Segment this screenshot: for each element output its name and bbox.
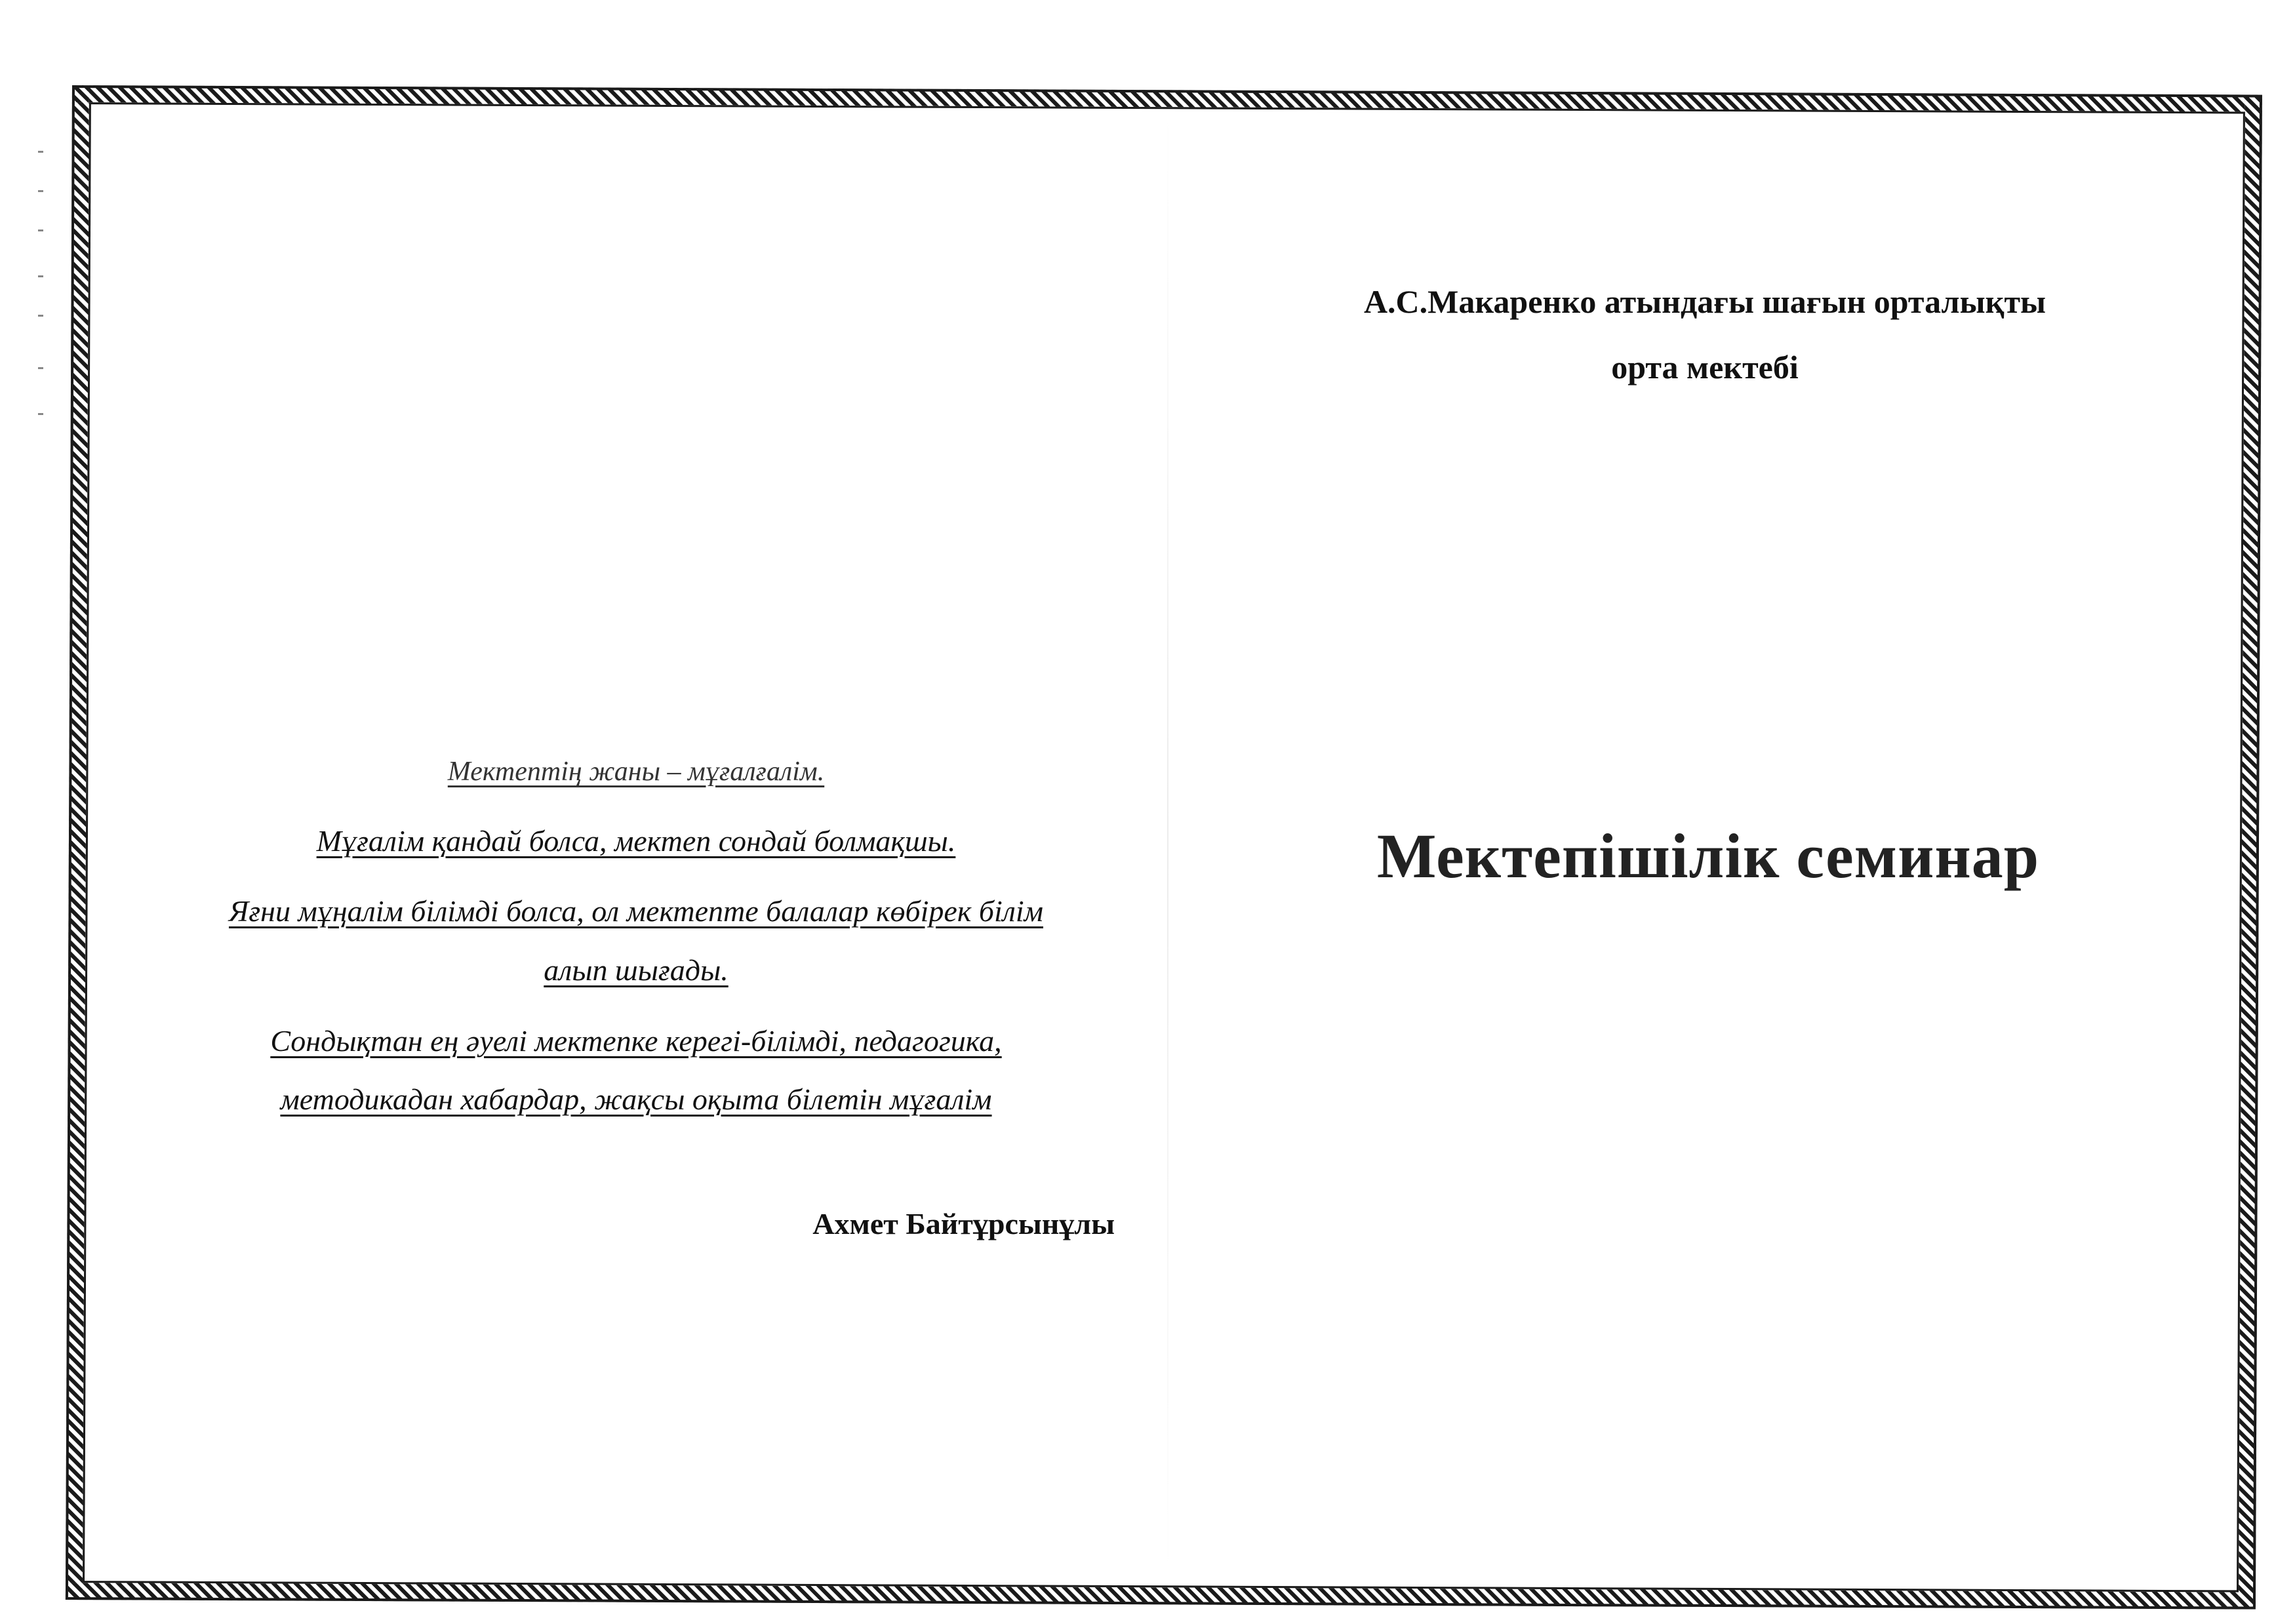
school-name-line: А.С.Макаренко атындағы шағын орталықты — [1363, 283, 2046, 320]
speck — [38, 190, 43, 192]
speck — [38, 229, 43, 231]
page-fold — [1167, 111, 1168, 1574]
speck — [38, 151, 43, 153]
epigraph-line — [151, 882, 1121, 941]
epigraph-line-text: Мектептің жаны – мұғалғалім. — [447, 757, 825, 787]
epigraph-line-text: Мұғалім қандай болса, мектеп сондай болмақшы. — [316, 823, 956, 858]
speck — [38, 275, 43, 277]
speck — [38, 367, 43, 369]
epigraph-line — [151, 1012, 1121, 1071]
epigraph — [151, 741, 1121, 1141]
epigraph-line-text: Яғни мұңалім білімді болса, ол мектепте балалар көбірек білім — [229, 894, 1043, 928]
epigraph-line — [151, 941, 1121, 1000]
school-name — [1246, 269, 2164, 400]
epigraph-line-text: методикадан хабардар, жақсы оқыта білетін мұғалім — [280, 1082, 992, 1117]
epigraph-line — [151, 741, 1121, 800]
speck — [38, 413, 43, 415]
school-name-line: орта мектебі — [1611, 349, 1799, 386]
epigraph-line — [151, 1070, 1121, 1129]
epigraph-author: Ахмет Байтұрсынұлы — [812, 1207, 1115, 1240]
epigraph-line — [151, 812, 1121, 871]
epigraph-line-text: алып шығады. — [544, 953, 728, 987]
document-title: Мектепішілік семинар — [1376, 821, 2040, 891]
scan-specks — [38, 151, 51, 479]
epigraph-line-text: Сондықтан ең әуелі мектепке керегі-білімді, педагогика, — [270, 1023, 1002, 1058]
speck — [38, 315, 43, 317]
